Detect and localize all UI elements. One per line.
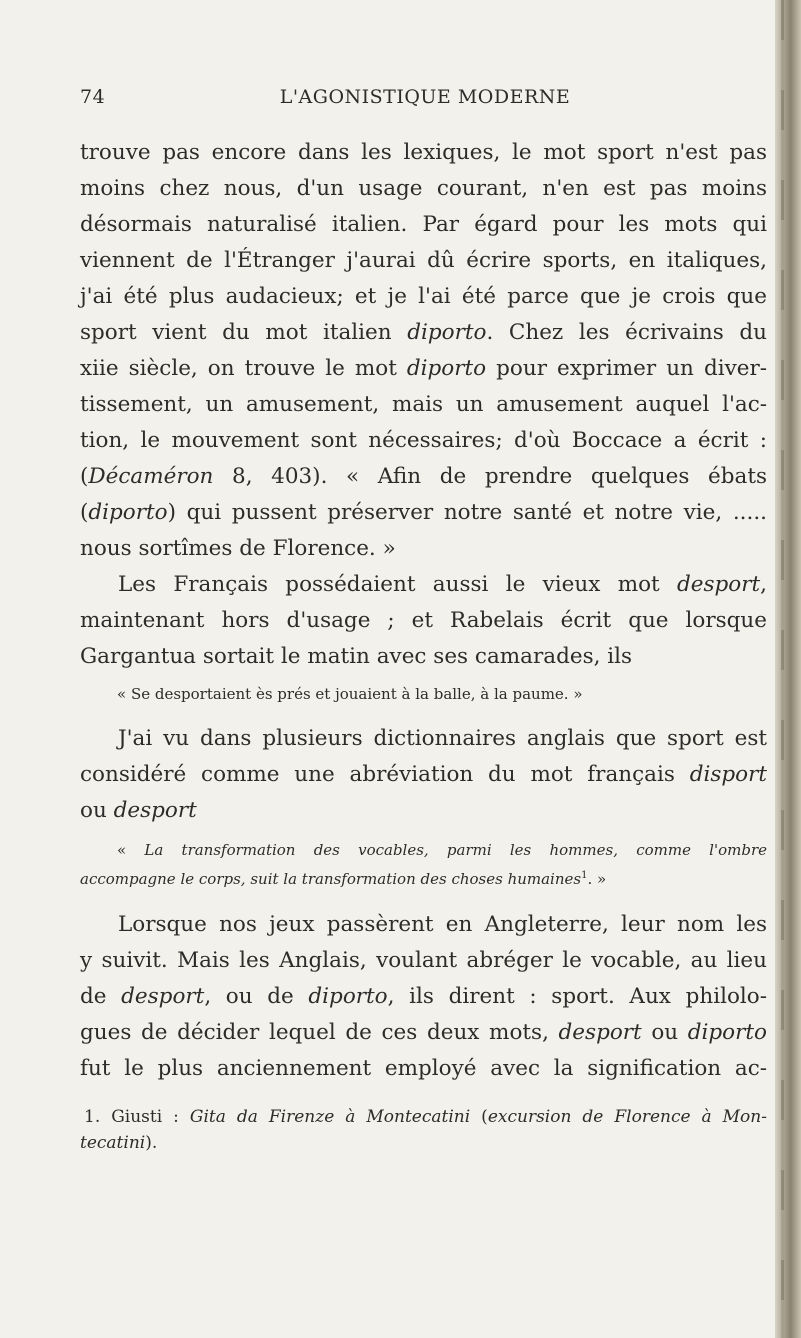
quote-line: « La transformation des vocables, parmi les hommes, comme l'ombre	[117, 841, 767, 859]
text-line: tissement, un amusement, mais un amusement auquel l'ac-	[80, 392, 767, 417]
footnote-line: 1. Giusti : Gita da Firenze à Montecatini (excursion de Florence à Mon-	[84, 1107, 767, 1127]
running-head	[80, 86, 770, 114]
text-line: fut le plus anciennement employé avec la signification ac-	[80, 1056, 767, 1081]
text-line: gues de décider lequel de ces deux mots, desport ou diporto	[80, 1020, 767, 1045]
text-line: considéré comme une abréviation du mot français disport	[80, 762, 767, 787]
footnote-line: tecatini).	[80, 1133, 158, 1153]
text-line: sport vient du mot italien diporto. Chez les écrivains du	[80, 320, 767, 345]
page-number: 74	[80, 86, 106, 108]
text-line: désormais naturalisé italien. Par égard pour les mots qui	[80, 212, 767, 237]
quote-line: accompagne le corps, suit la transformation des choses humaines$^1$. »	[80, 870, 607, 888]
text-line: Lorsque nos jeux passèrent en Angleterre, leur nom les	[118, 912, 767, 937]
text-line: viennent de l'Étranger j'aurai dû écrire sports, en italiques,	[80, 248, 767, 273]
text-line: nous sortîmes de Florence. »	[80, 536, 396, 561]
page-edge-shadow	[775, 0, 801, 1338]
running-title: L'AGONISTIQUE MODERNE	[279, 86, 571, 108]
text-line: tion, le mouvement sont nécessaires; d'où Boccace a écrit :	[80, 428, 767, 453]
text-line: (Décaméron 8, 403). « Afin de prendre quelques ébats	[80, 464, 767, 489]
text-line: J'ai vu dans plusieurs dictionnaires anglais que sport est	[118, 726, 767, 751]
text-line: ou desport	[80, 798, 197, 823]
text-line: Gargantua sortait le matin avec ses camarades, ils	[80, 644, 633, 669]
text-line: xiie siècle, on trouve le mot diporto pour exprimer un diver-	[80, 356, 767, 381]
text-line: moins chez nous, d'un usage courant, n'en est pas moins	[80, 176, 767, 201]
text-line: maintenant hors d'usage ; et Rabelais écrit que lorsque	[80, 608, 767, 633]
text-line: Les Français possédaient aussi le vieux mot desport,	[118, 572, 767, 597]
text-line: j'ai été plus audacieux; et je l'ai été parce que je crois que	[80, 284, 767, 309]
text-line: de desport, ou de diporto, ils dirent : sport. Aux philolo-	[80, 984, 767, 1009]
text-line: trouve pas encore dans les lexiques, le mot sport n'est pas	[80, 140, 767, 165]
text-line: y suivit. Mais les Anglais, voulant abréger le vocable, au lieu	[80, 948, 767, 973]
text-line: (diporto) qui pussent préserver notre santé et notre vie, .....	[80, 500, 767, 525]
quote-line: « Se desportaient ès prés et jouaient à la balle, à la paume. »	[117, 685, 583, 703]
